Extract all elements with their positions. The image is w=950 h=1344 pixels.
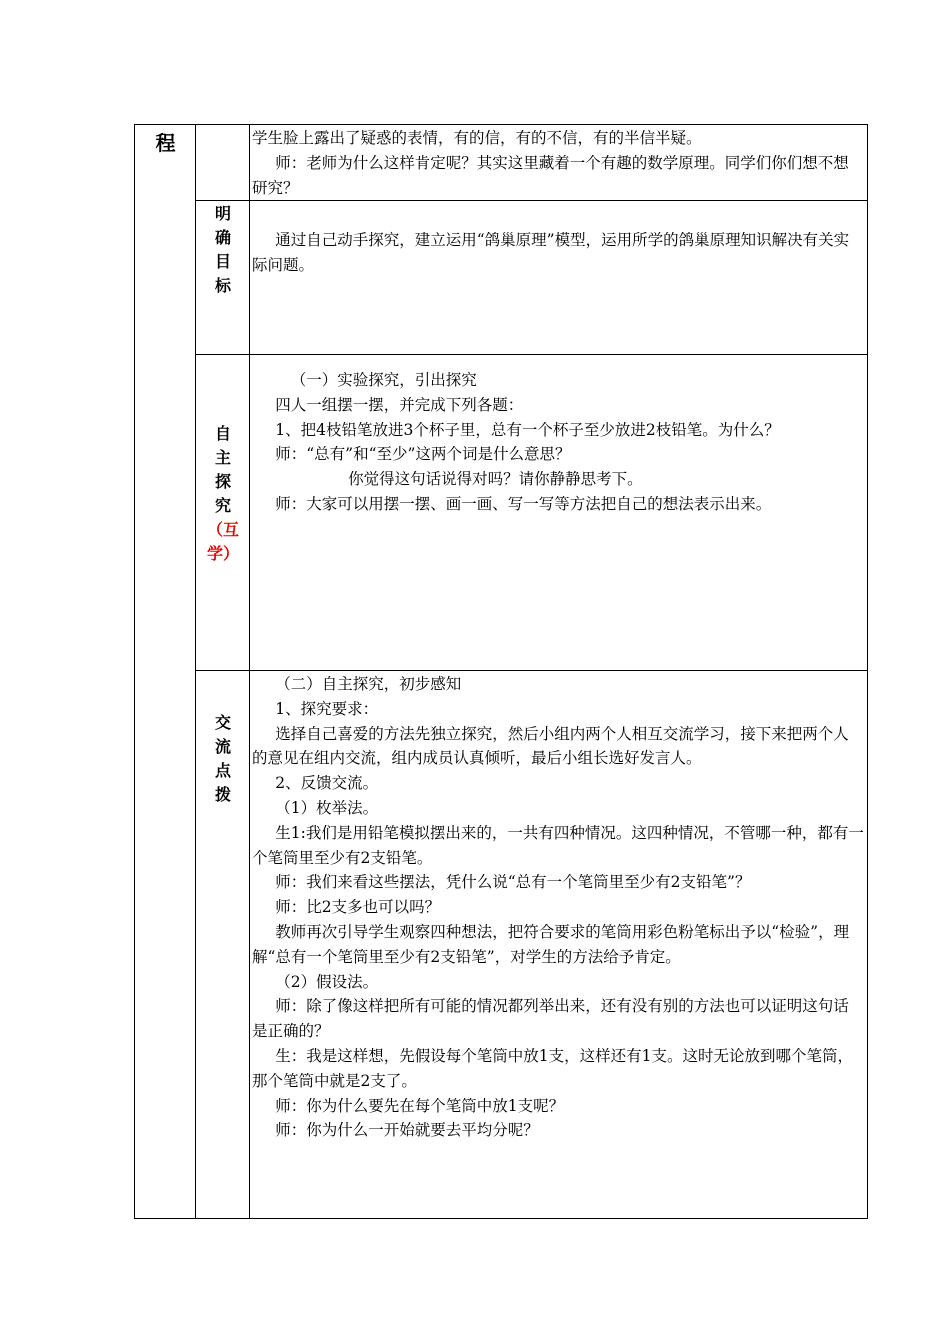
goal-content [252,228,864,278]
paragraph: （2）假设法。 [275,972,379,991]
paragraph: 教师再次引导学生观察四种想法，把符合要求的笔筒用彩色粉笔标出予以“检验”，理解“总有一个笔筒里至少有2支铅笔”，对学生的方法给予肯定。 [252,922,850,966]
exchange-label: 交 流 点 拨 [214,713,231,804]
paragraph: 师：你为什么一开始就要去平均分呢？ [275,1121,539,1140]
paragraph: （二）自主探究，初步感知 [275,675,462,693]
row-divider [196,354,867,355]
explore-content [252,368,864,517]
goal-label: 明 确 目 标 [214,204,231,295]
paragraph: 2、反馈交流。 [275,774,379,793]
paragraph: 师：老师为什么这样肯定呢？其实这里藏着一个有趣的数学原理。同学们你们想不想研究？ [252,153,849,197]
paragraph: 四人一组摆一摆，并完成下列各题： [275,395,524,414]
paragraph: 你觉得这句话说得对吗？请你静静思考下。 [348,470,643,489]
paragraph: （1）枚举法。 [275,798,379,817]
process-column [135,125,196,1218]
explore-label: 自 主 探 究 （互 学） [206,424,239,563]
paragraph: 1、把4枝铅笔放进3个杯子里，总有一个杯子至少放进2枝铅笔。为什么？ [275,420,780,439]
paragraph: 生：我是这样想，先假设每个笔筒中放1支，这样还有1支。这时无论放到哪个笔筒，那个笔筒中就是2支了。 [252,1046,853,1090]
paragraph: 师：我们来看这些摆法，凭什么说“总有一个笔筒里至少有2支铅笔”？ [275,873,751,892]
paragraph: 学生脸上露出了疑惑的表情，有的信，有的不信，有的半信半疑。 [252,129,702,147]
process-label: 程 [155,131,176,155]
lesson-plan-table [134,124,868,1219]
paragraph: 生1:我们是用铅笔模拟摆出来的，一共有四种情况。这四种情况，不管哪一种，都有一个笔筒里至少有2支铅笔。 [252,823,864,867]
paragraph: 师：比2支多也可以吗？ [275,898,441,917]
exchange-content [252,672,864,1143]
paragraph: （一）实验探究，引出探究 [290,371,477,389]
paragraph: 师：“总有”和“至少”这两个词是什么意思？ [275,445,571,464]
paragraph: 师：除了像这样把所有可能的情况都列举出来，还有没有别的方法也可以证明这句话是正确的？ [252,997,849,1041]
paragraph: 师：大家可以用摆一摆、画一画、写一写等方法把自己的想法表示出来。 [275,494,772,513]
paragraph: 选择自己喜爱的方法先独立探究，然后小组内两个人相互交流学习，接下来把两个人的意见在组内交流，组内成员认真倾听，最后小组长选好发言人。 [252,724,849,768]
paragraph: 1、探究要求： [275,699,379,718]
intro-content [252,126,864,200]
paragraph: 通过自己动手探究，建立运用“鸽巢原理”模型，运用所学的鸽巢原理知识解决有关实际问题。 [252,231,850,274]
row-divider [196,670,867,671]
paragraph: 师：你为什么要先在每个笔筒中放1支呢？ [275,1096,565,1115]
